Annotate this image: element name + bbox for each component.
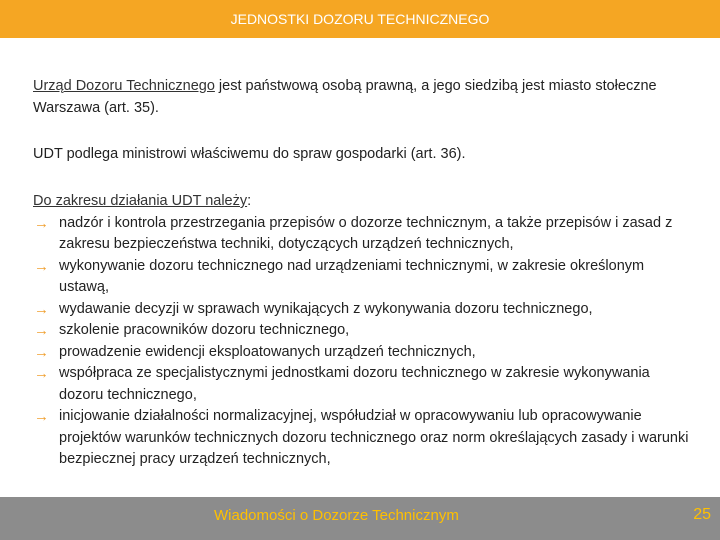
list-item — [33, 213, 693, 256]
slide-content — [33, 76, 693, 471]
arrow-right-icon: → — [34, 214, 49, 232]
slide-header — [0, 0, 720, 38]
page-number: 25 — [693, 506, 711, 523]
list-item-text: wykonywanie dozoru technicznego nad urządzeniami technicznymi, w zakresie określonym ustawą, — [59, 257, 645, 295]
arrow-right-icon: → — [34, 257, 49, 275]
arrow-right-icon: → — [34, 408, 49, 425]
subordination-paragraph: UDT podlega ministrowi właściwemu do spraw gospodarki (art. 36). — [33, 146, 466, 162]
slide-title: JEDNOSTKI DOZORU TECHNICZNEGO — [230, 11, 490, 27]
list-item — [33, 299, 693, 321]
list-item — [33, 320, 693, 342]
intro-paragraph — [33, 76, 693, 120]
scope-heading — [33, 191, 693, 213]
udt-link[interactable]: Urząd Dozoru Technicznego — [33, 78, 215, 94]
arrow-right-icon: → — [34, 300, 49, 318]
list-item-text: szkolenie pracowników dozoru technicznego, — [59, 322, 350, 338]
scope-link[interactable]: Do zakresu działania UDT należy — [33, 193, 248, 209]
arrow-right-icon: → — [34, 365, 49, 382]
list-item-text: wydawanie decyzji w sprawach wynikających z wykonywania dozoru technicznego, — [59, 300, 593, 317]
list-item-text: nadzór i kontrola przestrzegania przepisów o dozorze technicznym, a także przepisów i zasad z zakresu bezpieczeństwa techniki, dotyczących urządzeń technicznych, — [59, 214, 673, 252]
list-item — [33, 406, 693, 471]
list-item-text: inicjowanie działalności normalizacyjnej, współudział w opracowywaniu lub opracowywanie projektów warunków technicznych dozoru technicznego oraz norm określających zasady i warunki bezpiecznej pracy urządzeń technicznych, — [59, 408, 689, 467]
intro-text: jest państwową osobą prawną, a jego siedzibą jest miasto stołeczne Warszawa (art. 35). — [33, 78, 657, 116]
list-item — [33, 342, 693, 364]
scope-list — [33, 213, 693, 471]
scope-heading-colon: : — [247, 193, 252, 209]
arrow-right-icon: → — [34, 343, 49, 361]
list-item — [33, 256, 693, 299]
footer-title: Wiadomości o Dozorze Technicznym — [214, 507, 459, 524]
list-item — [33, 363, 693, 406]
list-item-text: współpraca ze specjalistycznymi jednostkami dozoru technicznego w zakresie wykonywania dozoru technicznego, — [59, 365, 650, 403]
arrow-right-icon: → — [34, 322, 49, 339]
list-item-text: prowadzenie ewidencji eksploatowanych urządzeń technicznych, — [59, 343, 476, 360]
slide-footer — [0, 497, 720, 540]
